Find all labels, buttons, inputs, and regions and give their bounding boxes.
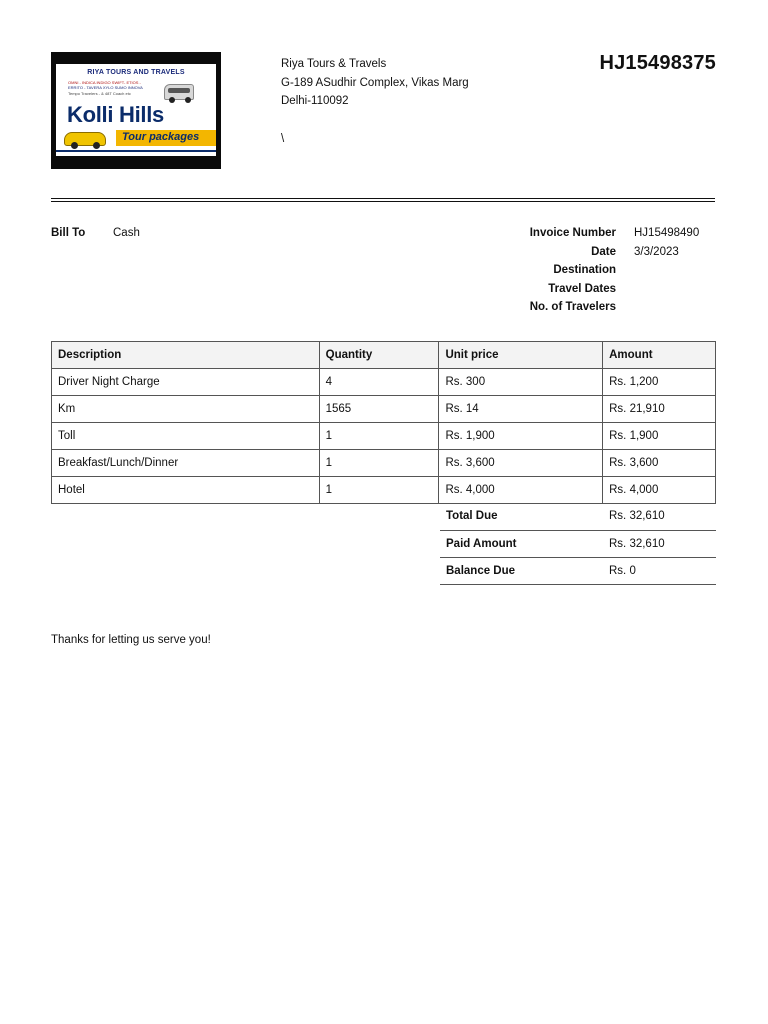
meta-row-destination bbox=[456, 261, 716, 280]
company-name: Riya Tours & Travels bbox=[281, 58, 387, 70]
column-header-unit-price: Unit price bbox=[439, 342, 603, 369]
totals-value: Rs. 32,610 bbox=[603, 530, 716, 557]
meta-label: Destination bbox=[553, 264, 616, 277]
totals-label: Paid Amount bbox=[440, 530, 603, 557]
table-row bbox=[52, 369, 716, 396]
column-header-quantity: Quantity bbox=[319, 342, 439, 369]
totals-row-total-due bbox=[440, 503, 716, 530]
meta-row-invoice-number bbox=[456, 224, 716, 243]
cell-amount: Rs. 21,910 bbox=[603, 396, 716, 423]
cell-unit-price: Rs. 14 bbox=[439, 396, 603, 423]
meta-label: Invoice Number bbox=[529, 227, 616, 240]
totals-value: Rs. 0 bbox=[603, 557, 716, 584]
meta-value: 3/3/2023 bbox=[634, 245, 679, 258]
logo-banner: RIYA TOURS AND TRAVELS OMNI - INDICA INDIGO SWIFT- ETIOS - ERRITO - TAVERA XYLO SUMO INNOVA Tempo Travelers - & 48T Coach etc Kolli Hills Tour packages bbox=[56, 64, 216, 156]
meta-row-date bbox=[456, 243, 716, 262]
cell-unit-price: Rs. 4,000 bbox=[439, 477, 603, 504]
table-header-row bbox=[52, 342, 716, 369]
cell-amount: Rs. 1,200 bbox=[603, 369, 716, 396]
column-header-description: Description bbox=[52, 342, 320, 369]
totals-label: Balance Due bbox=[440, 557, 603, 584]
logo-subtitle: Tour packages bbox=[122, 131, 200, 143]
cell-quantity: 1 bbox=[319, 477, 439, 504]
header-divider-top bbox=[51, 198, 715, 199]
line-items-table bbox=[51, 341, 716, 504]
cell-description: Km bbox=[52, 396, 320, 423]
cell-unit-price: Rs. 1,900 bbox=[439, 423, 603, 450]
bill-to-value: Cash bbox=[113, 227, 140, 239]
cell-description: Hotel bbox=[52, 477, 320, 504]
cell-quantity: 1565 bbox=[319, 396, 439, 423]
company-address-line-2: Delhi-110092 bbox=[281, 95, 349, 107]
logo-stripe bbox=[56, 150, 216, 152]
cell-unit-price: Rs. 300 bbox=[439, 369, 603, 396]
cell-description: Toll bbox=[52, 423, 320, 450]
meta-row-travel-dates bbox=[456, 280, 716, 299]
totals-row-balance-due bbox=[440, 557, 716, 584]
meta-label: No. of Travelers bbox=[529, 301, 616, 314]
totals-table bbox=[440, 503, 716, 585]
table-row bbox=[52, 477, 716, 504]
company-address-block bbox=[281, 55, 469, 148]
meta-label: Travel Dates bbox=[548, 282, 616, 295]
meta-label: Date bbox=[591, 245, 616, 258]
header-invoice-number: HJ15498375 bbox=[599, 52, 716, 74]
taxi-icon bbox=[64, 132, 106, 146]
table-row bbox=[52, 450, 716, 477]
totals-value: Rs. 32,610 bbox=[603, 503, 716, 530]
header-divider-bottom bbox=[51, 201, 715, 202]
cell-description: Breakfast/Lunch/Dinner bbox=[52, 450, 320, 477]
footer-thanks-note: Thanks for letting us serve you! bbox=[51, 634, 211, 646]
logo-title: RIYA TOURS AND TRAVELS bbox=[87, 69, 185, 76]
cell-quantity: 1 bbox=[319, 423, 439, 450]
logo-headline: Kolli Hills bbox=[67, 102, 164, 127]
meta-value: HJ15498490 bbox=[634, 227, 700, 240]
cell-amount: Rs. 4,000 bbox=[603, 477, 716, 504]
cell-quantity: 1 bbox=[319, 450, 439, 477]
cell-description: Driver Night Charge bbox=[52, 369, 320, 396]
cell-amount: Rs. 1,900 bbox=[603, 423, 716, 450]
table-row bbox=[52, 396, 716, 423]
table-row bbox=[52, 423, 716, 450]
cell-unit-price: Rs. 3,600 bbox=[439, 450, 603, 477]
bill-to-label: Bill To bbox=[51, 227, 86, 239]
invoice-meta bbox=[456, 224, 716, 317]
company-extra-line: \ bbox=[281, 132, 285, 145]
totals-row-paid-amount bbox=[440, 530, 716, 557]
cell-quantity: 4 bbox=[319, 369, 439, 396]
cell-amount: Rs. 3,600 bbox=[603, 450, 716, 477]
van-icon bbox=[164, 84, 194, 100]
totals-label: Total Due bbox=[440, 503, 603, 530]
column-header-amount: Amount bbox=[603, 342, 716, 369]
company-address-line-1: G-189 ASudhir Complex, Vikas Marg bbox=[281, 76, 469, 89]
meta-row-travelers bbox=[456, 298, 716, 317]
company-logo bbox=[51, 52, 221, 169]
